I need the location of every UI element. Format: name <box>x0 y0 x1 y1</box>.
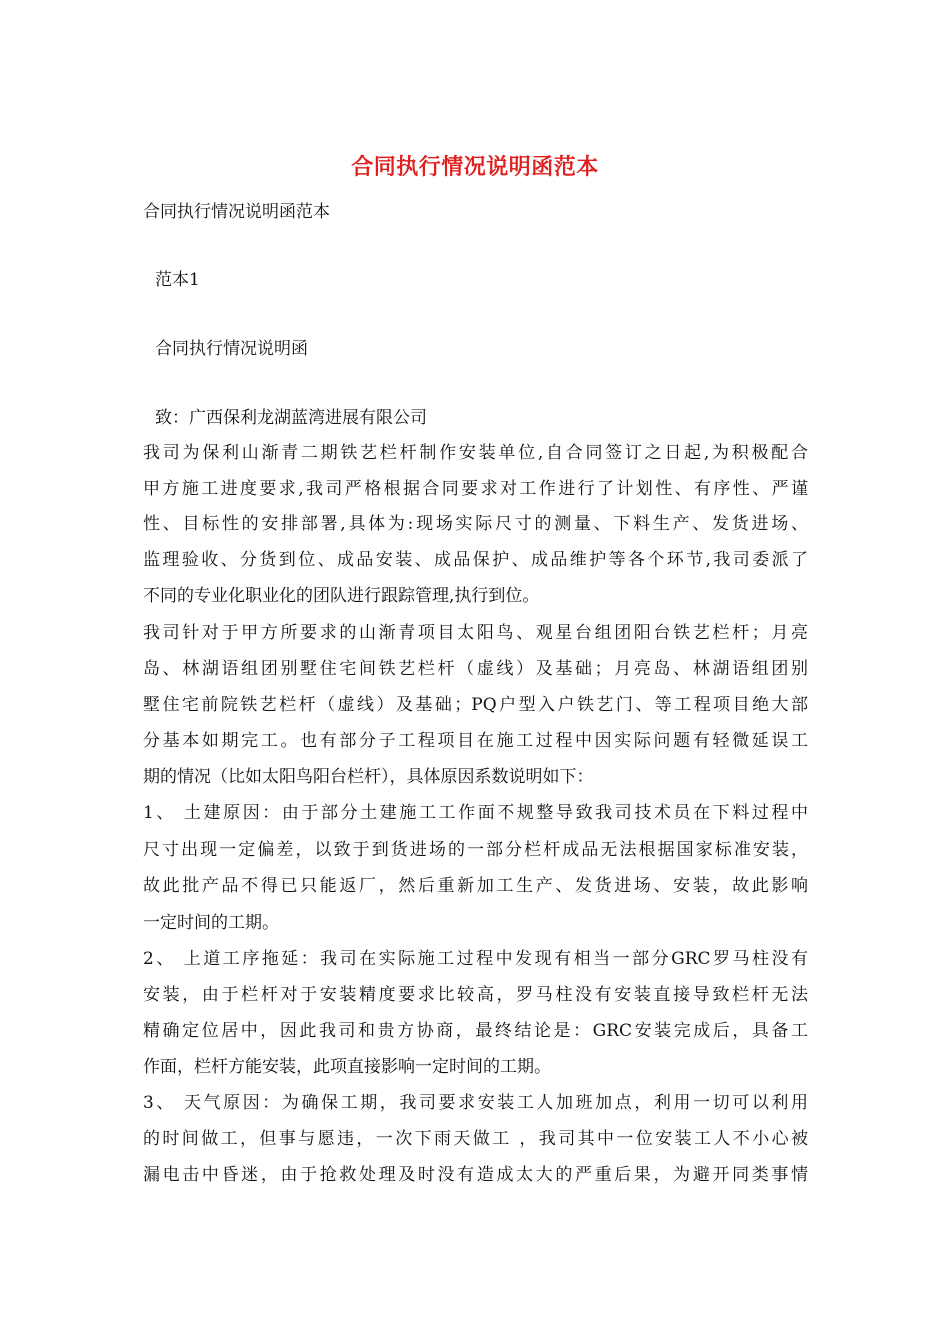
body-line: 安装，由于栏杆对于安装精度要求比较高，罗马柱没有安装直接导致栏杆无法 <box>143 985 808 1005</box>
body-line: 精确定位居中，因此我司和贵方协商，最终结论是：GRC安装完成后，具备工 <box>143 1021 808 1041</box>
body-line: 不同的专业化职业化的团队进行跟踪管理,执行到位。 <box>143 586 540 606</box>
addressee-line: 致：广西保利龙湖蓝湾进展有限公司 <box>155 408 427 428</box>
body-line: 3、 天气原因：为确保工期，我司要求安装工人加班加点，利用一切可以利用 <box>143 1093 808 1113</box>
body-line: 墅住宅前院铁艺栏杆（虚线）及基础；PQ户型入户铁艺门、等工程项目绝大部 <box>143 695 808 715</box>
template-label: 范本1 <box>155 270 200 290</box>
body-line: 甲方施工进度要求,我司严格根据合同要求对工作进行了计划性、有序性、严谨 <box>143 479 808 499</box>
body-line: 的时间做工，但事与愿违，一次下雨天做工 ，我司其中一位安装工人不小心被 <box>143 1129 808 1149</box>
document-subtitle: 合同执行情况说明函范本 <box>143 202 330 222</box>
document-title: 合同执行情况说明函范本 <box>351 154 599 180</box>
body-line: 作面，栏杆方能安装，此项直接影响一定时间的工期。 <box>143 1057 551 1077</box>
body-line: 分基本如期完工。也有部分子工程项目在施工过程中因实际问题有轻微延误工 <box>143 731 808 751</box>
body-line: 2、 上道工序拖延：我司在实际施工过程中发现有相当一部分GRC罗马柱没有 <box>143 949 808 969</box>
body-line: 期的情况（比如太阳鸟阳台栏杆），具体原因系数说明如下： <box>143 767 594 787</box>
body-line: 故此批产品不得已只能返厂，然后重新加工生产、发货进场、安装，故此影响 <box>143 876 808 896</box>
body-line: 性、目标性的安排部署,具体为:现场实际尺寸的测量、下料生产、发货进场、 <box>143 514 808 534</box>
body-line: 我司针对于甲方所要求的山渐青项目太阳鸟、观星台组团阳台铁艺栏杆；月亮 <box>143 623 808 643</box>
body-line: 我司为保利山渐青二期铁艺栏杆制作安装单位,自合同签订之日起,为积极配合 <box>143 443 808 463</box>
body-line: 监理验收、分货到位、成品安装、成品保护、成品维护等各个环节,我司委派了 <box>143 550 808 570</box>
body-line: 尺寸出现一定偏差，以致于到货进场的一部分栏杆成品无法根据国家标准安装， <box>143 840 808 860</box>
body-line: 岛、林湖语组团别墅住宅间铁艺栏杆（虚线）及基础；月亮岛、林湖语组团别 <box>143 659 808 679</box>
body-line: 1、 土建原因：由于部分土建施工工作面不规整导致我司技术员在下料过程中 <box>143 803 808 823</box>
body-line: 一定时间的工期。 <box>143 913 279 933</box>
body-line: 漏电击中昏迷，由于抢救处理及时没有造成太大的严重后果，为避开同类事情 <box>143 1165 808 1185</box>
letter-heading: 合同执行情况说明函 <box>155 339 308 359</box>
